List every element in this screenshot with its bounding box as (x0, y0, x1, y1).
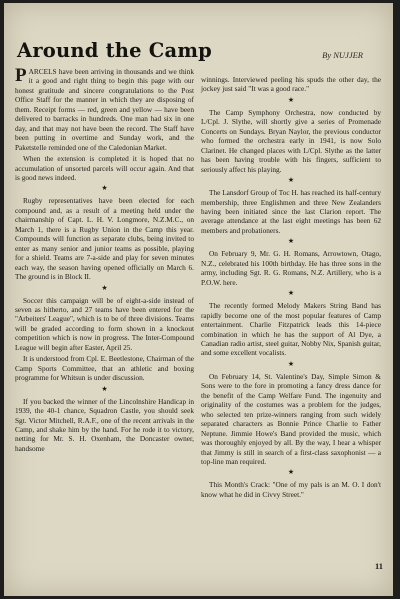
page-title: Around the Camp (17, 39, 212, 62)
separator-star: ★ (101, 184, 108, 193)
byline: By NUJJER (322, 50, 363, 60)
right-column (201, 75, 381, 501)
paragraph-soccer: Soccer this campaign will be of eight-a-side instead of seven as hitherto, and 27 teams have been entered for the "Arbeiters' League", which is to be of three divisions. Teams will be graded according to form shown in a knockout competition which is now in progress. The Inter-Compound League will begin after Easter, April 25. (15, 295, 194, 352)
separator-star: ★ (287, 359, 295, 368)
separator-star: ★ (287, 468, 295, 477)
separator-star: ★ (287, 289, 295, 298)
separator-star: ★ (287, 95, 295, 104)
paragraph-athletics: It is understood from Cpl. E. Beetlestone, Chairman of the Camp Sports Committee, that an athletic and boxing programme for Whitsun is under discussion. (15, 354, 194, 383)
page-number: 11 (374, 561, 383, 571)
paragraph-extension: When the extension is completed it is hoped that no accumulation of unsorted parcels will occur again. And that is good news indeed. (15, 154, 194, 182)
paragraph-valentine: On February 14, St. Valentine's Day, Simple Simon & Sons were to the fore in promoting a fancy dress dance for the benefit of the Camp Welfare Fund. The ingenuity and originality of the costumes was a problem for the judges, who selected ten prize-winners ranging from such widely separated characters as Bonnie Prince Charlie to Father Neptune. Jimmie Howe's Band provided the music, which was thoroughly enjoyed by all. By the way, I hear a whisper that Jimmy is still in search of a first-class saxophonist — a top-line man required. (201, 371, 381, 466)
separator-star: ★ (287, 237, 295, 246)
left-column (15, 67, 194, 455)
paragraph-toch: The Lansdorf Group of Toc H. has reached its half-century membership, three Englishmen and three New Zealanders having been initiated since the last Clarion report. The average attendance at the last eight meetings has been 62 members and probationers. (201, 188, 381, 235)
paragraph-rugby: Rugby representatives have been elected for each compound and, as a result of a meeting held under the chairmanship of Capt. L. H. V. Longmore, N.Z.M.C., on March 1, there is a Rugby Union in the Camp this year. Compounds will function as separate clubs, being invited to enter as many senior and junior teams as possible, playing for a shield. Teams are 7-a-side and play for seven minutes each way, the season having opened officially on March 6. The ground is in Block II. (15, 196, 194, 282)
paragraph-parcels: PARCELS have been arriving in thousands and we think it a good and right thing to begin this page with our honest gratitude and sincere congratulations to the Post Office Staff for the manner in which they are disposing of them. Receipt forms — red, green and yellow — have been delivered to barracks in hundreds. One man had six in one day, and that may not have been the record. The Staff have been putting in overtime and Sunday work, and the Paketstelle reminded one of the Caledonian Market. (15, 65, 194, 152)
paragraph-romans: On February 9, Mr. G. H. Romans, Arrowtown, Otago, N.Z., celebrated his 100th birthday. He has three sons in the army, including Sgt. R. G. Romans, N.Z. Artillery, who is a P.O.W. here. (201, 249, 381, 287)
paragraph-melody-makers: The recently formed Melody Makers String Band has rapidly become one of the most popular features of Camp entertainment. Charlie Fitzpatrick leads this 14-piece combination in which he has the support of Al Dye, a Canadian radio artist, steel guitar, Nobby Nix, Spanish guitar, and some excellent vocalists. (201, 301, 381, 358)
paragraph-orchestra: The Camp Symphony Orchestra, now conducted by L/Cpl. J. Slythe, will shortly give a series of Promenade Concerts on Sundays. Bryan Naylor, the previous conductor who formed the orchestra early in 1941, is now Solo Clarinet. He changed places with L/Cpl. Slythe as the latter has been having trouble with his fingers, sufficient to seriously affect his playing. (201, 107, 381, 174)
paragraph-winnings: winnings. Interviewed peeling his spuds the other day, the jockey just said "It was a good race." (201, 75, 381, 94)
paragraph-jockey: If you backed the winner of the Lincolnshire Handicap in 1939, the 40-1 chance, Squadron Castle, you should seek Sgt. Victor Mitchell, R.A.F., one of the recent arrivals in the Camp, and shake him by the hand. For he rode it to victory, netting for Mr. S. H. Oxenham, the Doncaster owner, handsome (15, 396, 194, 453)
magazine-page (4, 3, 393, 596)
drop-cap: P (15, 65, 27, 86)
separator-star: ★ (101, 283, 108, 292)
paragraph-crack: This Month's Crack: "One of my pals is an M. O. I don't know what he did in Civvy Street." (201, 480, 381, 499)
separator-star: ★ (287, 176, 295, 185)
separator-star: ★ (101, 384, 108, 393)
